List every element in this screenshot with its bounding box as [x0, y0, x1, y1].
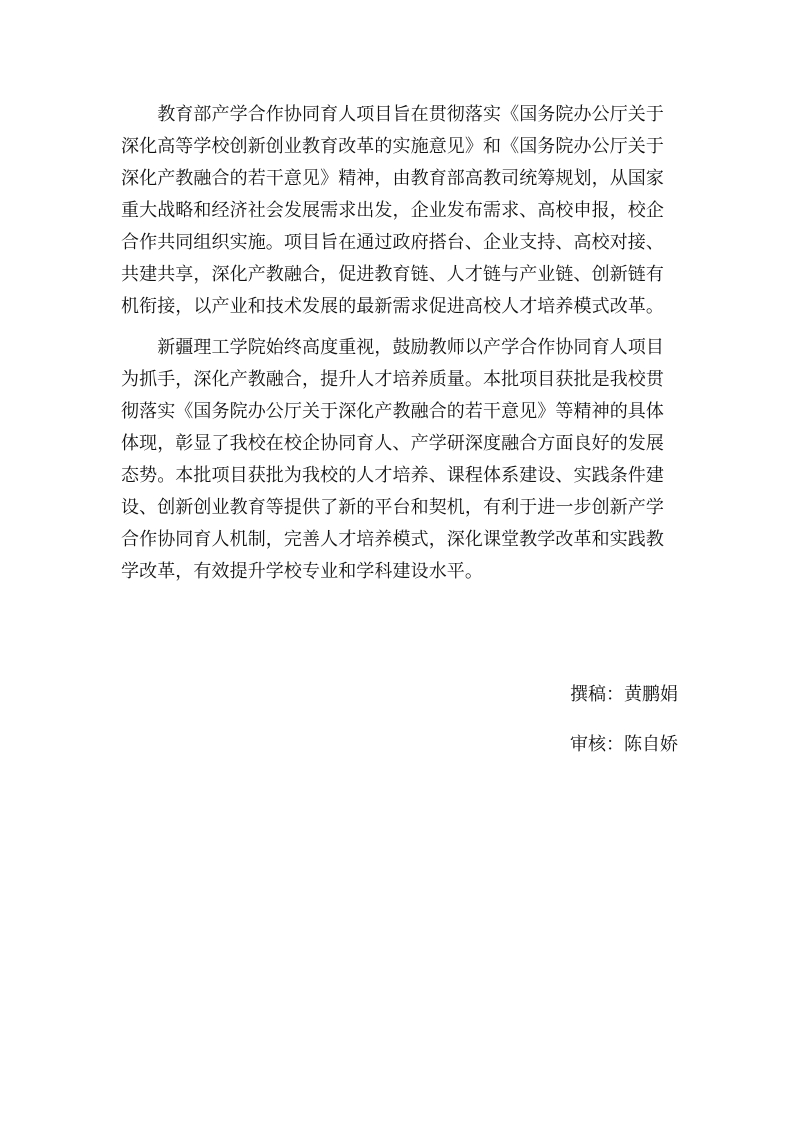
paragraph-line: 合作共同组织实施。项目旨在通过政府搭台、企业支持、高校对接、: [121, 232, 664, 253]
reviewer-credit: 审核：陈自娇: [570, 734, 678, 755]
paragraph-line: 学改革，有效提升学校专业和学科建设水平。: [121, 561, 483, 582]
paragraph-2: [121, 332, 676, 588]
paragraph-line: 重大战略和经济社会发展需求出发，企业发布需求、高校申报，校企: [121, 200, 664, 221]
paragraph-line: 教育部产学合作协同育人项目旨在贯彻落实《国务院办公厅关于: [121, 104, 664, 125]
paragraph-1: [121, 99, 676, 323]
writer-credit: 撰稿：黄鹏娟: [570, 684, 678, 705]
paragraph-line: 设、创新创业教育等提供了新的平台和契机，有利于进一步创新产学: [121, 497, 664, 518]
paragraph-line: 合作协同育人机制，完善人才培养模式，深化课堂教学改革和实践教: [121, 529, 664, 550]
paragraph-line: 深化高等学校创新创业教育改革的实施意见》和《国务院办公厅关于: [121, 136, 664, 157]
paragraph-line: 深化产教融合的若干意见》精神，由教育部高教司统筹规划，从国家: [121, 168, 664, 189]
paragraph-line: 体现，彰显了我校在校企协同育人、产学研深度融合方面良好的发展: [121, 433, 664, 454]
paragraph-line: 新疆理工学院始终高度重视，鼓励教师以产学合作协同育人项目: [121, 337, 664, 358]
paragraph-line: 态势。本批项目获批为我校的人才培养、课程体系建设、实践条件建: [121, 465, 664, 486]
paragraph-spacing: [121, 323, 676, 332]
paragraph-line: 机衔接，以产业和技术发展的最新需求促进高校人才培养模式改革。: [121, 296, 664, 317]
paragraph-line: 共建共享，深化产教融合，促进教育链、人才链与产业链、创新链有: [121, 264, 664, 285]
article-body: [121, 99, 676, 588]
paragraph-line: 为抓手，深化产教融合，提升人才培养质量。本批项目获批是我校贯: [121, 369, 664, 390]
paragraph-line: 彻落实《国务院办公厅关于深化产教融合的若干意见》等精神的具体: [121, 401, 664, 422]
